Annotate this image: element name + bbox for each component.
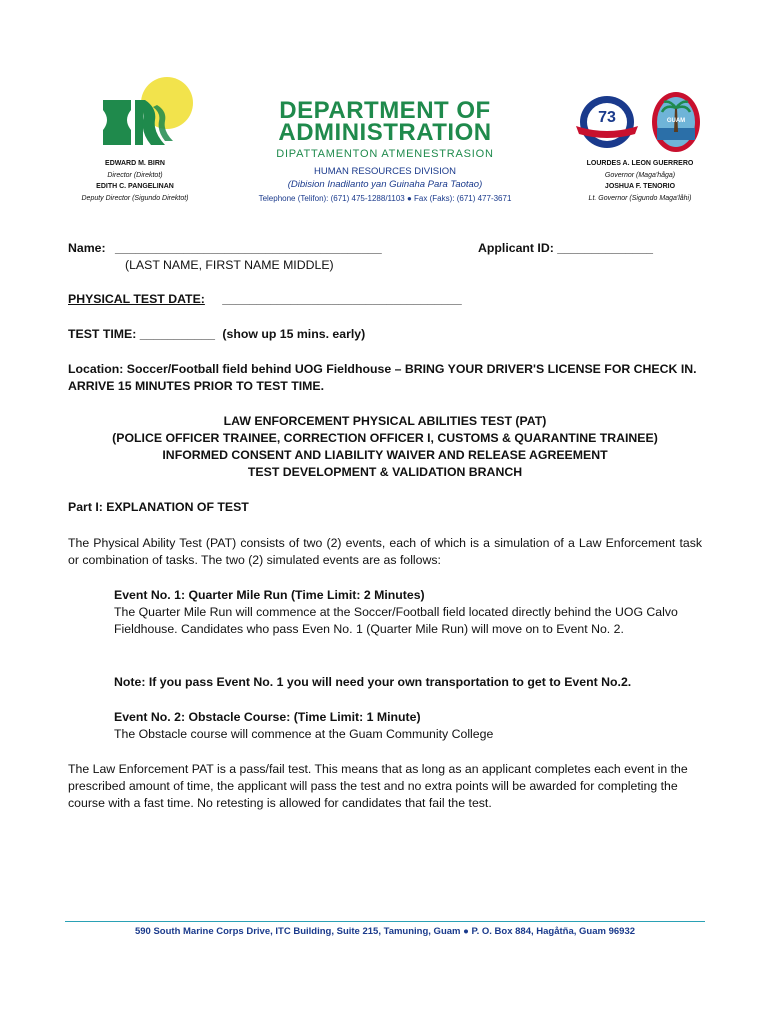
test-time-label: TEST TIME: xyxy=(68,327,137,341)
title-line-1: LAW ENFORCEMENT PHYSICAL ABILITIES TEST (PAT) xyxy=(223,414,547,428)
governor-name: LOURDES A. LEON GUERRERO xyxy=(586,160,694,167)
event1-note: Note: If you pass Event No. 1 you will need your own transportation to get to Event No.2. xyxy=(114,675,632,689)
anniversary-number: 73 xyxy=(598,109,616,126)
deputy-name: EDITH C. PANGELINAN xyxy=(96,183,174,190)
department-title-line2: ADMINISTRATION xyxy=(278,119,492,146)
name-blank[interactable]: _______________________________________ xyxy=(115,241,382,255)
physical-test-date-label: PHYSICAL TEST DATE: xyxy=(68,292,205,306)
director-name: EDWARD M. BIRN xyxy=(105,160,165,167)
title-block xyxy=(40,413,730,481)
event2-heading: Event No. 2: Obstacle Course: (Time Limit: 1 Minute) xyxy=(114,710,421,724)
footer-address: 590 South Marine Corps Drive, ITC Building, Suite 215, Tamuning, Guam ● P. O. Box 884, Hagåtña, Guam 96932 xyxy=(134,926,636,937)
anniversary-seal xyxy=(572,92,642,152)
closing-paragraph: The Law Enforcement PAT is a pass/fail test. This means that as long as an applicant completes each event in the prescribed amount of time, the applicant will pass the test and no extra points will be awarded for completing the course with a fast time. No retesting is allowed for candidates that fail the test. xyxy=(68,762,688,810)
physical-test-date-blank[interactable]: ___________________________________ xyxy=(222,292,462,306)
lt-governor-title: Lt. Governor (Sigundo Maga'låhi) xyxy=(588,194,692,202)
name-hint: (LAST NAME, FIRST NAME MIDDLE) xyxy=(125,258,334,272)
event2-body: The Obstacle course will commence at the Guam Community College xyxy=(114,727,494,741)
location-text: Location: Soccer/Football field behind UOG Fieldhouse – BRING YOUR DRIVER'S LICENSE FOR CHECK IN. ARRIVE 15 MINUTES PRIOR TO TEST TIME. xyxy=(68,362,697,393)
physical-test-date-row xyxy=(68,291,462,308)
event1-body: The Quarter Mile Run will commence at the Soccer/Football field located directly behind the UOG Calvo Fieldhouse. Candidates who pass Even No. 1 (Quarter Mile Run) will move on to Event No. 2. xyxy=(114,605,678,636)
part1-intro: The Physical Ability Test (PAT) consists of two (2) events, each of which is a simulation of a Law Enforcement task or combination of tasks. The two (2) simulated events are as follows: xyxy=(68,536,702,567)
department-header xyxy=(200,97,570,203)
title-line-4: TEST DEVELOPMENT & VALIDATION BRANCH xyxy=(247,465,523,479)
governor-title: Governor (Maga'håga) xyxy=(604,171,676,179)
title-line-3: INFORMED CONSENT AND LIABILITY WAIVER AND RELEASE AGREEMENT xyxy=(162,448,608,462)
department-title-line1: DEPARTMENT OF xyxy=(279,97,491,124)
title-line-2: (POLICE OFFICER TRAINEE, CORRECTION OFFICER I, CUSTOMS & QUARANTINE TRAINEE) xyxy=(112,431,658,445)
applicant-id-blank[interactable]: ______________ xyxy=(557,241,654,255)
test-time-note: (show up 15 mins. early) xyxy=(222,327,366,341)
guam-seal xyxy=(650,90,702,154)
division-name: HUMAN RESOURCES DIVISION xyxy=(314,166,456,177)
contact-line: Telephone (Telifon): (671) 475-1288/1103 ● Fax (Faks): (671) 477-3671 xyxy=(258,194,512,203)
applicant-id-row xyxy=(478,240,653,257)
test-time-row xyxy=(68,326,365,343)
deputy-title: Deputy Director (Sigundo Direktot) xyxy=(81,194,189,202)
part1-heading: Part I: EXPLANATION OF TEST xyxy=(68,500,249,514)
division-name-chamorro: (Dibision Inadilanto yan Guinaha Para Taotao) xyxy=(287,179,483,190)
footer-divider xyxy=(65,921,705,922)
lt-governor-name: JOSHUA F. TENORIO xyxy=(604,183,676,190)
department-logo xyxy=(95,75,205,155)
header-right-officials xyxy=(545,158,735,204)
guam-seal-text: GUAM xyxy=(666,118,686,124)
test-time-blank[interactable]: ___________ xyxy=(139,327,215,341)
director-title: Director (Direktot) xyxy=(107,171,163,179)
department-subtitle: DIPATTAMENTON ATMENESTRASION xyxy=(276,148,494,160)
name-label: Name: xyxy=(68,241,106,255)
applicant-id-label: Applicant ID: xyxy=(478,241,554,255)
event1-heading: Event No. 1: Quarter Mile Run (Time Limit: 2 Minutes) xyxy=(114,588,425,602)
